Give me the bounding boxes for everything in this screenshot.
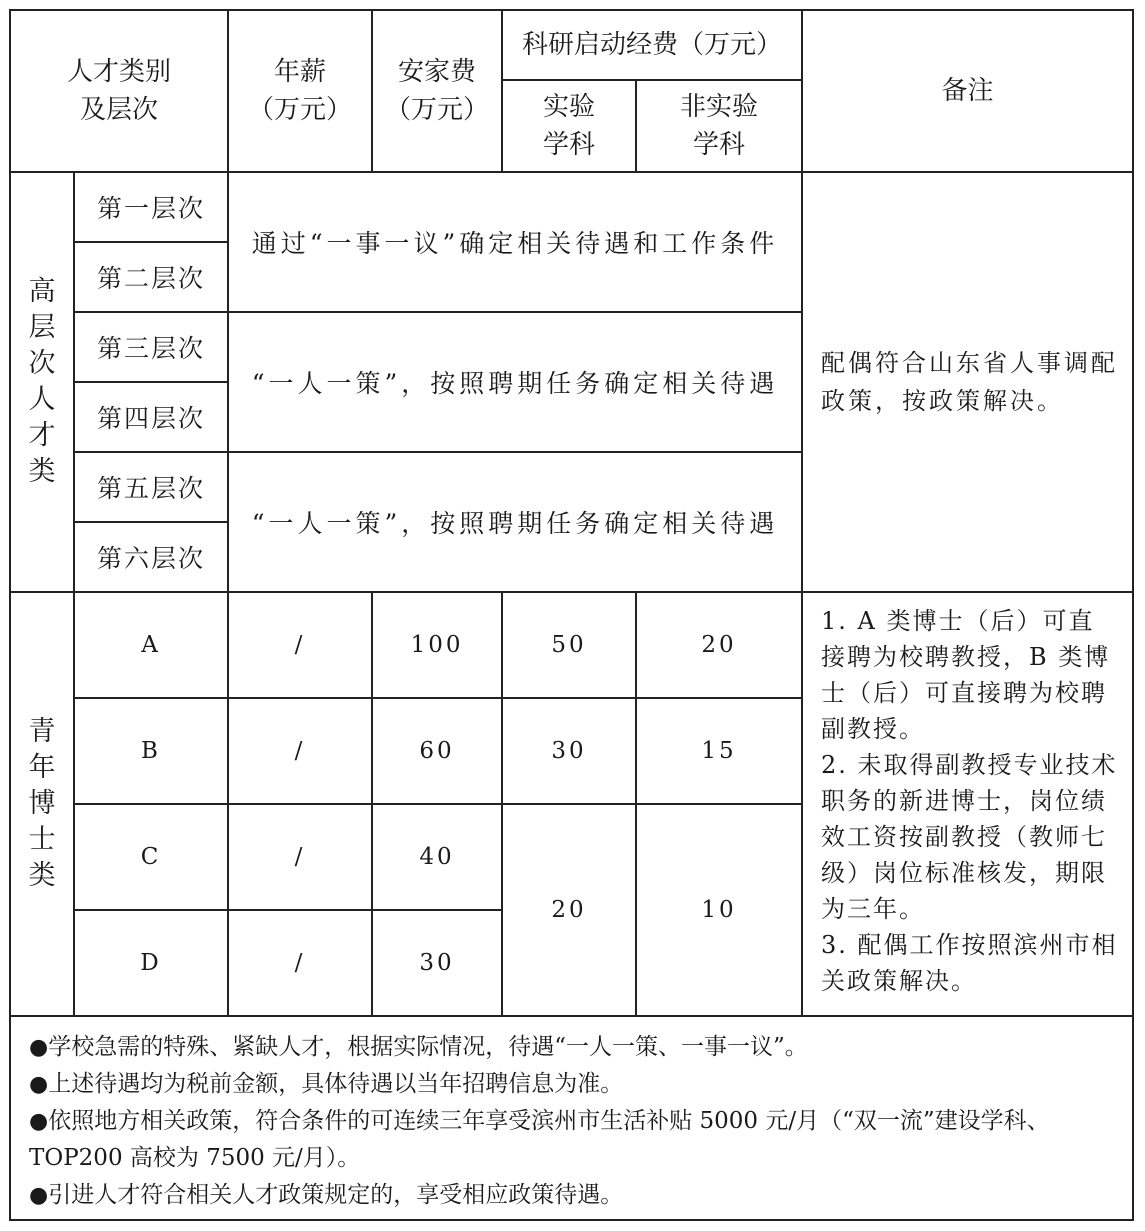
bullet-icon: ● <box>29 1072 49 1097</box>
youth-remark-3: 3. 配偶工作按照滨州市相关政策解决。 <box>821 931 1118 995</box>
header-category: 人才类别 及层次 <box>10 10 228 172</box>
header-salary: 年薪 （万元） <box>228 10 372 172</box>
youth-class-b: B <box>74 698 228 804</box>
level-4: 第四层次 <box>74 382 228 452</box>
policy-levels-5-6: “一人一策”，按照聘期任务确定相关待遇 <box>228 452 802 592</box>
youth-salary-d: / <box>228 910 372 1016</box>
youth-salary-a: / <box>228 592 372 698</box>
youth-group-label: 青年博士类 <box>10 592 74 1016</box>
policy-levels-3-4: “一人一策”，按照聘期任务确定相关待遇 <box>228 312 802 452</box>
bullet-icon: ● <box>29 1035 49 1060</box>
youth-remark-2: 2. 未取得副教授专业技术职务的新进博士，岗位绩效工资按副教授（教师七级）岗位标准核发，期限为三年。 <box>821 751 1118 923</box>
footer-note-1: ●学校急需的特殊、紧缺人才，根据实际情况，待遇“一人一策、一事一议”。 <box>29 1034 808 1060</box>
youth-class-c: C <box>74 804 228 910</box>
policy-levels-1-2: 通过“一事一议”确定相关待遇和工作条件 <box>228 172 802 312</box>
header-settle: 安家费 （万元） <box>372 10 502 172</box>
footer-note-3: ●依照地方相关政策，符合条件的可连续三年享受滨州市生活补贴 5000 元/月（“双一流”建设学科、TOP200 高校为 7500 元/月）。 <box>29 1108 1050 1171</box>
header-remarks: 备注 <box>802 10 1133 172</box>
header-lab: 实验 学科 <box>502 80 636 172</box>
youth-settle-a: 100 <box>372 592 502 698</box>
youth-nonlab-a: 20 <box>636 592 802 698</box>
youth-lab-cd: 20 <box>502 804 636 1016</box>
youth-settle-b: 60 <box>372 698 502 804</box>
level-3: 第三层次 <box>74 312 228 382</box>
youth-lab-b: 30 <box>502 698 636 804</box>
level-2: 第二层次 <box>74 242 228 312</box>
youth-lab-a: 50 <box>502 592 636 698</box>
youth-class-a: A <box>74 592 228 698</box>
header-nonlab: 非实验 学科 <box>636 80 802 172</box>
footer-note-2: ●上述待遇均为税前金额，具体待遇以当年招聘信息为准。 <box>29 1071 624 1097</box>
youth-remarks <box>802 592 1133 1016</box>
high-remark: 配偶符合山东省人事调配政策，按政策解决。 <box>802 172 1133 592</box>
youth-settle-d: 30 <box>372 910 502 1016</box>
youth-remark-1: 1. A 类博士（后）可直接聘为校聘教授，B 类博士（后）可直接聘为校聘副教授。 <box>821 607 1111 743</box>
level-1: 第一层次 <box>74 172 228 242</box>
talent-policy-table <box>9 9 1134 1221</box>
footer-note-4: ●引进人才符合相关人才政策规定的，享受相应政策待遇。 <box>29 1182 624 1208</box>
header-research: 科研启动经费（万元） <box>502 10 802 80</box>
youth-class-d: D <box>74 910 228 1016</box>
level-5: 第五层次 <box>74 452 228 522</box>
youth-nonlab-cd: 10 <box>636 804 802 1016</box>
youth-nonlab-b: 15 <box>636 698 802 804</box>
bullet-icon: ● <box>29 1109 49 1134</box>
high-group-label: 高层次人才类 <box>10 172 74 592</box>
level-6: 第六层次 <box>74 522 228 592</box>
footer-notes <box>10 1016 1133 1220</box>
youth-salary-c: / <box>228 804 372 910</box>
youth-salary-b: / <box>228 698 372 804</box>
youth-settle-c: 40 <box>372 804 502 910</box>
bullet-icon: ● <box>29 1183 49 1208</box>
